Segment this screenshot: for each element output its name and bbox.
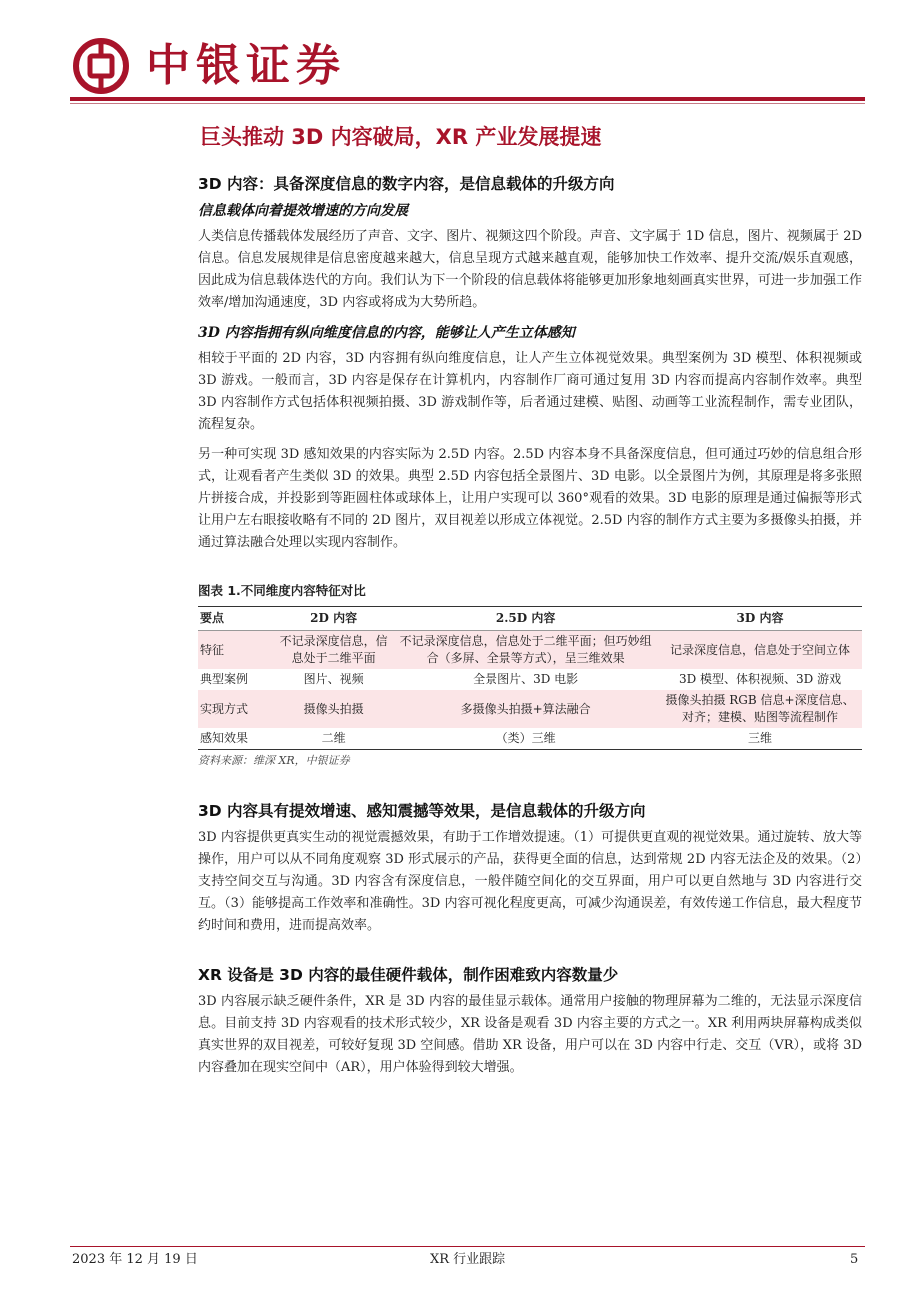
figure-title: 图表 1.不同维度内容特征对比 xyxy=(198,583,366,598)
table-cell: 记录深度信息，信息处于空间立体 xyxy=(670,642,851,657)
section-heading-3d-benefits: 3D 内容具有提效增速、感知震撼等效果，是信息载体的升级方向 xyxy=(198,802,646,820)
header-divider-thin xyxy=(70,103,865,104)
subheading-3d-definition: 3D 内容指拥有纵向维度信息的内容，能够让人产生立体感知 xyxy=(198,325,575,341)
table-header-cell: 要点 xyxy=(200,611,225,625)
footer-divider xyxy=(70,1246,865,1247)
table-cell: 3D 模型、体积视频、3D 游戏 xyxy=(678,672,842,686)
table-cell: 二维 xyxy=(321,731,346,745)
table-header-cell: 2D 内容 xyxy=(310,611,358,625)
table-cell: 典型案例 xyxy=(200,672,249,686)
table-row xyxy=(198,631,862,670)
table-cell: 多摄像头拍摄+算法融合 xyxy=(460,701,591,716)
table-cell: 摄像头拍摄 xyxy=(303,701,364,716)
section-heading-xr-devices: XR 设备是 3D 内容的最佳硬件载体，制作困难致内容数量少 xyxy=(198,966,619,984)
comparison-table xyxy=(198,606,862,750)
table-row xyxy=(198,690,862,728)
paragraph-2-5d-content: 另一种可实现 3D 感知效果的内容实际为 2.5D 内容。2.5D 内容本身不具备深度信息，但可通过巧妙的信息组合形式，让观看者产生类似 3D 的效果。典型 2.5D 内容包括全景图片、3D 电影。以全景图片为例，其原理是将多张照片拼接合成，并投影到等距圆柱体或球体上，让用户实现可以 360°观看的效果。3D 电影的原理是通过偏振等形式让用户左右眼接收略有不同的 2D 图片，双目视差以形成立体视觉。2.5D 内容的制作方式主要为多摄像头拍摄，并通过算法融合处理以实现内容制作。 xyxy=(198,447,862,550)
footer-date: 2023 年 12 月 19 日 xyxy=(72,1252,198,1267)
paragraph-xr-devices: 3D 内容展示缺乏硬件条件，XR 是 3D 内容的最佳显示载体。通常用户接触的物理屏幕为二维的，无法显示深度信息。目前支持 3D 内容观看的技术形式较少，XR 设备是观看 3D 内容主要的方式之一。XR 利用两块屏幕构成类似真实世界的双目视差，可较好复现 3D 空间感。借助 XR 设备，用户可以在 3D 内容中行走、交互（VR），或将 3D 内容叠加在现实空间中（AR），用户体验得到较大增强。 xyxy=(198,994,862,1075)
table-cell: 摄像头拍摄 RGB 信息+深度信息、对齐；建模、贴图等流程制作 xyxy=(665,693,855,724)
table-cell: 不记录深度信息，信息处于二维平面 xyxy=(279,634,388,665)
table-cell: 感知效果 xyxy=(200,731,249,745)
header-divider xyxy=(70,97,865,101)
bank-of-china-logo-icon xyxy=(73,38,129,94)
table-cell: 实现方式 xyxy=(200,701,249,716)
table-cell: 不记录深度信息，信息处于二维平面；但巧妙组合（多屏、全景等方式），呈三维效果 xyxy=(399,634,652,665)
table-cell: 特征 xyxy=(200,642,225,657)
table-header-row xyxy=(198,607,862,631)
page-header xyxy=(0,0,920,110)
table-cell: 三维 xyxy=(748,731,773,745)
table-cell: 全景图片、3D 电影 xyxy=(473,672,579,686)
paragraph-3d-benefits: 3D 内容提供更真实生动的视觉震撼效果，有助于工作增效提速。（1）可提供更直观的视觉效果。通过旋转、放大等操作，用户可以从不同角度观察 3D 形式展示的产品，获得更全面的信息，达到常规 2D 内容无法企及的效果。（2）支持空间交互与沟通。3D 内容含有深度信息，一般伴随空间化的交互界面，用户可以更自然地与 3D 内容进行交互。（3）能够提高工作效率和准确性。3D 内容可视化程度更高，可减少沟通误差，有效传递工作信息，最大程度节约时间和费用，进而提高效率。 xyxy=(198,830,862,933)
subheading-info-carrier: 信息载体向着提效增速的方向发展 xyxy=(198,203,408,219)
table-header-cell: 3D 内容 xyxy=(736,611,784,625)
table-row xyxy=(198,728,862,750)
paragraph-3d-definition: 相较于平面的 2D 内容，3D 内容拥有纵向维度信息，让人产生立体视觉效果。典型案例为 3D 模型、体积视频或 3D 游戏。一般而言，3D 内容是保存在计算机内，内容制作厂商可通过复用 3D 内容而提高内容制作效率。典型 3D 内容制作方式包括体积视频拍摄、3D 游戏制作等，后者通过建模、贴图、动画等工业流程制作，需专业团队，流程复杂。 xyxy=(198,351,862,432)
footer-report-type: XR 行业跟踪 xyxy=(430,1252,506,1267)
paragraph-info-carrier: 人类信息传播载体发展经历了声音、文字、图片、视频这四个阶段。声音、文字属于 1D 信息，图片、视频属于 2D 信息。信息发展规律是信息密度越来越大，信息呈现方式越来越直观，能够加快工作效率、提升交流/娱乐直观感，因此成为信息载体迭代的方向。我们认为下一个阶段的信息载体将能够更加形象地刻画真实世界，可进一步加强工作效率/增加沟通速度，3D 内容或将成为大势所趋。 xyxy=(198,229,862,310)
page-number: 5 xyxy=(850,1252,859,1267)
table-cell: 图片、视频 xyxy=(303,672,364,686)
section-heading-3d-content: 3D 内容：具备深度信息的数字内容，是信息载体的升级方向 xyxy=(198,175,615,193)
table-row xyxy=(198,669,862,690)
brand-name: 中银证券 xyxy=(146,40,346,91)
report-body xyxy=(198,172,862,1087)
figure-source: 资料来源：维深 XR，中银证券 xyxy=(198,754,350,767)
page-title: 巨头推动 3D 内容破局，XR 产业发展提速 xyxy=(200,125,602,149)
table-cell: （类）三维 xyxy=(495,731,556,745)
table-header-cell: 2.5D 内容 xyxy=(495,611,556,625)
